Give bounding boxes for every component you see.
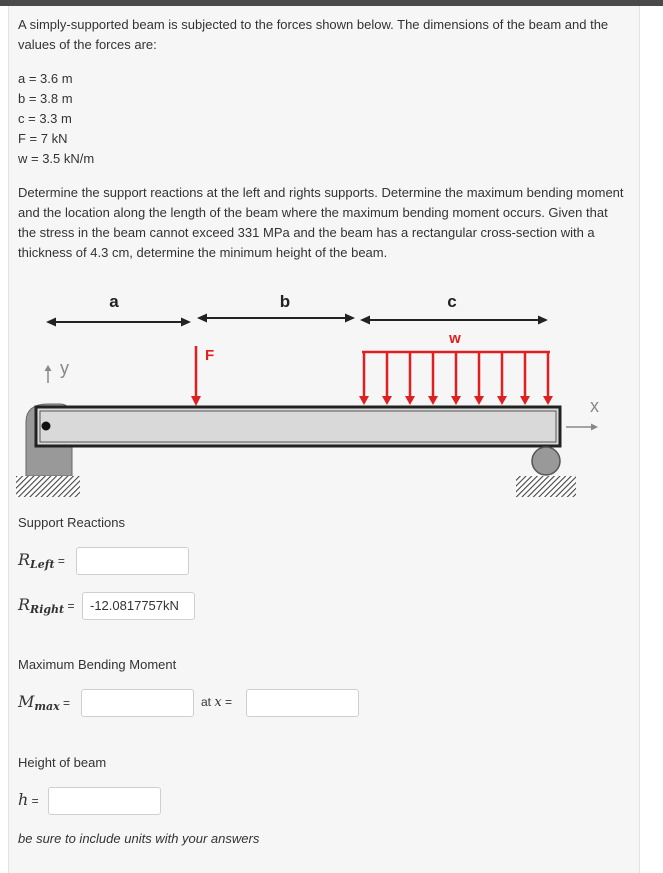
- given-b: b = 3.8 m: [18, 91, 73, 106]
- h-eq: =: [28, 794, 39, 808]
- problem-intro: A simply-supported beam is subjected to the forces shown below. The dimensions of the beam and the values of the forces are:: [18, 17, 609, 52]
- load-arrow: [543, 352, 553, 405]
- roller-support: [516, 447, 576, 497]
- moment-location-label: [201, 695, 232, 710]
- r-right-input[interactable]: -12.0817757kN: [82, 592, 195, 620]
- beam-diagram: [0, 280, 663, 505]
- r-right-sub: Right: [30, 603, 65, 616]
- h-label: [18, 790, 39, 809]
- height-heading: Height of beam: [18, 755, 107, 770]
- load-arrow: [359, 352, 369, 405]
- dim-arrow-b: [197, 314, 355, 323]
- h-symbol: h: [18, 790, 29, 809]
- dim-arrow-c: [360, 316, 548, 325]
- load-arrow: [497, 352, 507, 405]
- m-max-eq: =: [59, 696, 71, 710]
- dim-label-a: a: [109, 292, 119, 311]
- r-right-eq: =: [64, 599, 75, 613]
- load-arrow: [405, 352, 415, 405]
- max-moment-heading: Maximum Bending Moment: [18, 657, 177, 672]
- r-right-symbol: R: [18, 595, 31, 614]
- given-a: a = 3.6 m: [18, 71, 73, 86]
- r-left-symbol: R: [18, 550, 31, 569]
- r-right-label: [18, 595, 74, 616]
- x-axis-label: x: [590, 396, 599, 416]
- r-left-input[interactable]: [76, 547, 189, 575]
- units-note: be sure to include units with your answers: [18, 831, 260, 846]
- dim-arrow-a: [46, 318, 191, 327]
- distributed-load: [359, 352, 553, 405]
- support-reactions-heading: Support Reactions: [18, 515, 125, 530]
- at-prefix: at: [201, 695, 212, 709]
- given-w: w = 3.5 kN/m: [18, 151, 95, 166]
- at-eq: =: [221, 695, 233, 709]
- pin-dot: [42, 422, 51, 431]
- y-axis-icon: [45, 365, 52, 383]
- load-arrow: [451, 352, 461, 405]
- m-max-symbol: M: [18, 692, 35, 711]
- load-label-f: F: [205, 347, 215, 364]
- given-c: c = 3.3 m: [18, 111, 72, 126]
- load-arrow: [474, 352, 484, 405]
- moment-location-input[interactable]: [246, 689, 359, 717]
- r-left-sub: Left: [30, 558, 55, 571]
- problem-question: Determine the support reactions at the left and rights supports. Determine the maximum bending moment and the location along the length of the beam where the maximum bending moment occurs. Given that the stress in the beam cannot exceed 331 MPa and the beam has a rectangular cross-section with a thickness of 4.3 cm, determine the minimum height of the beam.: [18, 185, 624, 260]
- height-input[interactable]: [48, 787, 161, 815]
- load-arrow: [520, 352, 530, 405]
- load-arrow: [382, 352, 392, 405]
- r-left-label: [18, 550, 65, 571]
- x-axis-icon: [566, 424, 598, 431]
- load-label-w: w: [449, 330, 461, 347]
- m-max-input[interactable]: [81, 689, 194, 717]
- m-max-sub: max: [34, 700, 60, 713]
- dim-label-c: c: [447, 292, 457, 311]
- m-max-label: [18, 692, 70, 713]
- dim-label-b: b: [279, 292, 291, 311]
- point-load-f: [191, 346, 201, 406]
- given-f: F = 7 kN: [18, 131, 68, 146]
- r-left-eq: =: [54, 554, 65, 568]
- beam: [36, 407, 560, 446]
- load-arrow: [428, 352, 438, 405]
- at-variable: x: [214, 695, 222, 710]
- y-axis-label: y: [60, 358, 69, 378]
